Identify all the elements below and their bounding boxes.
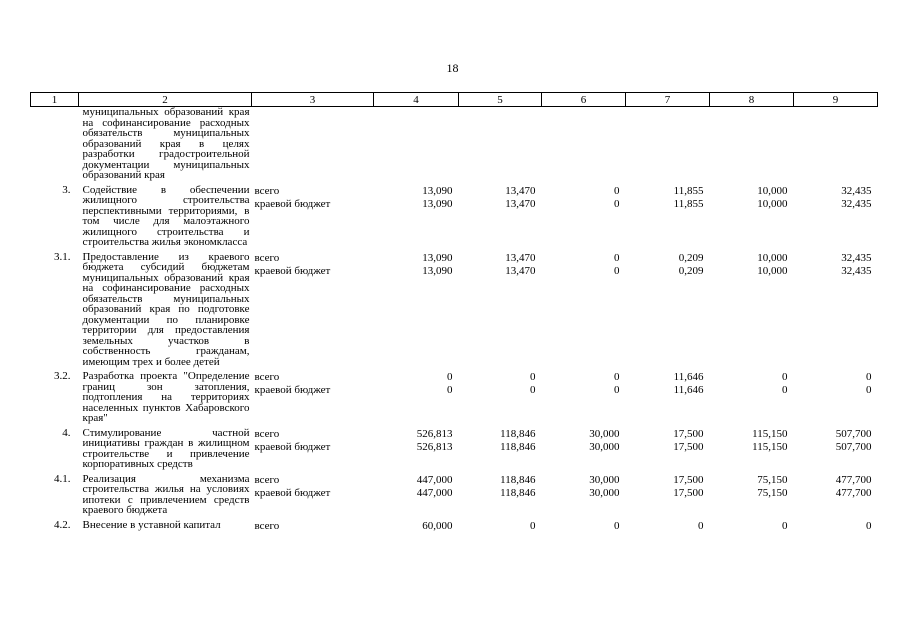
header-col-1: 1 — [31, 93, 79, 107]
value-cell: 0 — [866, 384, 872, 396]
value-cell: 507,700 — [835, 427, 872, 440]
value-cell: 11,646 — [673, 371, 704, 383]
row-description-text: Разработка проекта "Определение границ зон затопления, подтопления на территориях населенных пунктов Хабаровского края" — [82, 370, 250, 424]
header-col-4: 4 — [374, 93, 459, 107]
value-col-7 — [626, 520, 710, 537]
value-col-6 — [542, 520, 626, 537]
header-col-5: 5 — [459, 93, 542, 107]
value-col-7 — [626, 428, 710, 474]
value-cell: 32,435 — [841, 197, 872, 210]
table-row — [31, 252, 878, 372]
header-col-6: 6 — [542, 93, 626, 107]
table-body — [31, 107, 878, 537]
row-number — [31, 107, 79, 185]
value-cell: 0 — [614, 264, 620, 277]
value-col-6 — [542, 371, 626, 428]
value-col-6 — [542, 428, 626, 474]
value-cell: 0,209 — [678, 251, 704, 264]
value-cell: 0,209 — [678, 264, 704, 277]
value-cell: 0 — [530, 371, 536, 383]
row-description-text: Предоставление из краевого бюджета субсидий бюджетам муниципальных образований края на софинансирование расходных обязательств муниципальных образований края по подготовке документации по планировке территории для предоставления земельных участков в собственность гражданам, имеющим трех и более детей — [82, 250, 250, 368]
funding-source-label: краевой бюджет — [254, 264, 331, 277]
value-col-7 — [626, 474, 710, 520]
value-col-8 — [710, 428, 794, 474]
value-cell: 447,000 — [416, 473, 453, 486]
value-cell: 0 — [447, 384, 453, 396]
row-number: 3.2. — [54, 370, 71, 382]
row-description — [79, 520, 252, 537]
value-cell: 447,000 — [416, 486, 453, 499]
row-description-text: Стимулирование частной инициативы граждан в жилищном строительстве и привлечение корпоративных средств — [82, 426, 250, 470]
value-cell: 75,150 — [757, 486, 788, 499]
funding-source-label: всего — [254, 473, 280, 486]
funding-source-label: краевой бюджет — [254, 440, 331, 453]
value-cell: 0 — [782, 371, 788, 383]
value-col-9 — [794, 252, 878, 372]
value-col-8 — [710, 371, 794, 428]
row-number: 4.1. — [54, 472, 71, 485]
funding-source-label: всего — [254, 184, 280, 197]
value-cell: 0 — [614, 197, 620, 210]
row-description-text: муниципальных образований края на софинансирование расходных обязательств муниципальных образований края в целях разработки градостроительной документации муниципальных образований края — [82, 106, 250, 181]
value-cell: 32,435 — [841, 251, 872, 264]
value-col-9 — [794, 520, 878, 537]
value-col-9 — [794, 474, 878, 520]
value-cell: 11,646 — [673, 384, 704, 396]
value-cell: 118,846 — [500, 427, 536, 440]
value-cell: 115,150 — [752, 440, 788, 453]
value-col-4 — [374, 474, 459, 520]
value-col-9 — [794, 428, 878, 474]
value-col-4 — [374, 185, 459, 252]
value-col-9 — [794, 371, 878, 428]
row-description — [79, 428, 252, 474]
value-cell: 10,000 — [757, 197, 788, 210]
value-cell: 10,000 — [757, 184, 788, 197]
row-description-text: Реализация механизма строительства жилья на условиях ипотеки с привлечением средств краевого бюджета — [82, 472, 250, 516]
row-number: 3. — [62, 183, 71, 196]
row-number: 4.2. — [54, 518, 71, 531]
value-cell: 118,846 — [500, 486, 536, 499]
value-col-7 — [626, 252, 710, 372]
row-description — [79, 474, 252, 520]
value-cell: 0 — [614, 519, 620, 532]
row-number: 3.1. — [54, 250, 71, 263]
value-cell: 0 — [614, 251, 620, 264]
value-cell: 17,500 — [673, 440, 704, 453]
value-cell: 13,090 — [422, 184, 453, 197]
row-description-text: Содействие в обеспечении жилищного строительства перспективными территориями, в том числе для малоэтажного жилищного строительства и строительства жилья экономкласса — [82, 183, 250, 248]
value-col-7 — [626, 107, 710, 185]
value-cell: 30,000 — [589, 473, 620, 486]
value-cell: 32,435 — [841, 264, 872, 277]
value-cell: 477,700 — [835, 486, 872, 499]
value-cell: 13,090 — [422, 251, 453, 264]
table-row — [31, 185, 878, 252]
value-cell: 17,500 — [673, 427, 704, 440]
value-col-5 — [459, 107, 542, 185]
value-cell: 13,470 — [505, 197, 536, 210]
page-number: 18 — [446, 61, 459, 75]
funding-source-label: краевой бюджет — [254, 384, 331, 396]
value-col-8 — [710, 252, 794, 372]
value-cell: 10,000 — [757, 251, 788, 264]
value-cell: 11,855 — [673, 184, 704, 197]
value-cell: 75,150 — [757, 473, 788, 486]
value-cell: 13,090 — [422, 264, 453, 277]
value-cell: 118,846 — [500, 473, 536, 486]
value-cell: 0 — [530, 384, 536, 396]
value-cell: 118,846 — [500, 440, 536, 453]
row-description — [79, 185, 252, 252]
header-col-9: 9 — [794, 93, 878, 107]
value-col-6 — [542, 252, 626, 372]
row-funding-source — [252, 107, 374, 185]
value-col-5 — [459, 252, 542, 372]
value-cell: 13,090 — [422, 197, 453, 210]
value-col-8 — [710, 520, 794, 537]
budget-table — [30, 92, 878, 537]
value-col-6 — [542, 185, 626, 252]
funding-source-label: всего — [254, 371, 280, 383]
value-cell: 13,470 — [505, 264, 536, 277]
value-cell: 0 — [530, 519, 536, 532]
value-cell: 13,470 — [505, 184, 536, 197]
value-col-4 — [374, 107, 459, 185]
funding-source-label: краевой бюджет — [254, 486, 331, 499]
value-cell: 0 — [614, 371, 620, 383]
header-col-2: 2 — [79, 93, 252, 107]
value-cell: 0 — [782, 519, 788, 532]
value-cell: 17,500 — [673, 486, 704, 499]
funding-source-label: краевой бюджет — [254, 197, 331, 210]
funding-source-label: всего — [254, 251, 280, 264]
value-cell: 11,855 — [673, 197, 704, 210]
value-col-4 — [374, 428, 459, 474]
value-cell: 0 — [447, 371, 453, 383]
funding-source-label: всего — [254, 519, 280, 532]
value-col-6 — [542, 107, 626, 185]
value-col-8 — [710, 185, 794, 252]
value-col-5 — [459, 371, 542, 428]
table-row — [31, 107, 878, 185]
row-number: 4. — [62, 426, 71, 439]
row-funding-source — [252, 520, 374, 537]
value-col-8 — [710, 107, 794, 185]
value-col-9 — [794, 107, 878, 185]
row-description-text: Внесение в уставной капитал — [82, 518, 221, 531]
value-col-5 — [459, 520, 542, 537]
row-description — [79, 107, 252, 185]
table-row — [31, 371, 878, 428]
value-cell: 526,813 — [416, 440, 453, 453]
value-cell: 477,700 — [835, 473, 872, 486]
funding-source-label: всего — [254, 427, 280, 440]
value-cell: 0 — [614, 384, 620, 396]
value-col-4 — [374, 520, 459, 537]
value-col-6 — [542, 474, 626, 520]
value-col-8 — [710, 474, 794, 520]
value-cell: 30,000 — [589, 440, 620, 453]
value-cell: 0 — [782, 384, 788, 396]
value-cell: 0 — [698, 519, 704, 532]
row-funding-source — [252, 428, 374, 474]
value-cell: 17,500 — [673, 473, 704, 486]
value-cell: 115,150 — [752, 427, 788, 440]
row-funding-source — [252, 185, 374, 252]
header-col-3: 3 — [252, 93, 374, 107]
value-cell: 30,000 — [589, 486, 620, 499]
value-cell: 13,470 — [505, 251, 536, 264]
table-row — [31, 428, 878, 474]
value-col-7 — [626, 185, 710, 252]
row-description — [79, 371, 252, 428]
row-funding-source — [252, 474, 374, 520]
value-cell: 0 — [614, 184, 620, 197]
value-col-5 — [459, 474, 542, 520]
value-col-7 — [626, 371, 710, 428]
value-cell: 10,000 — [757, 264, 788, 277]
value-col-5 — [459, 428, 542, 474]
row-funding-source — [252, 371, 374, 428]
header-col-8: 8 — [710, 93, 794, 107]
table-row — [31, 520, 878, 537]
value-cell: 32,435 — [841, 184, 872, 197]
value-col-9 — [794, 185, 878, 252]
value-col-5 — [459, 185, 542, 252]
row-funding-source — [252, 252, 374, 372]
value-cell: 0 — [866, 371, 872, 383]
row-description — [79, 252, 252, 372]
header-col-7: 7 — [626, 93, 710, 107]
table-row — [31, 474, 878, 520]
header-row — [31, 93, 878, 107]
value-cell: 507,700 — [835, 440, 872, 453]
value-col-4 — [374, 371, 459, 428]
value-cell: 60,000 — [422, 519, 453, 532]
value-cell: 30,000 — [589, 427, 620, 440]
value-cell: 526,813 — [416, 427, 453, 440]
value-cell: 0 — [866, 519, 872, 532]
value-col-4 — [374, 252, 459, 372]
